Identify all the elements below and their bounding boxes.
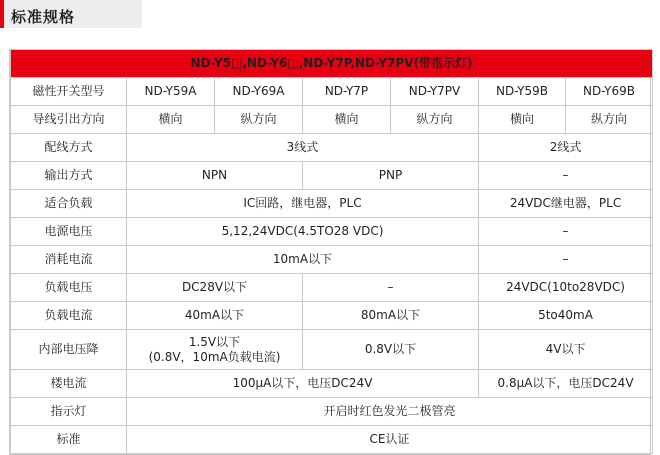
table-cell: PNP bbox=[303, 162, 479, 190]
row-label: 楼电流 bbox=[11, 370, 127, 398]
table-row bbox=[11, 330, 653, 370]
table-cell: 100μA以下，电压DC24V bbox=[127, 370, 479, 398]
table-row bbox=[11, 426, 653, 454]
table-cell: 5to40mA bbox=[479, 302, 653, 330]
table-row bbox=[11, 162, 653, 190]
table-cell: ND-Y69A bbox=[215, 78, 303, 106]
table-cell: DC28V以下 bbox=[127, 274, 303, 302]
table-row bbox=[11, 274, 653, 302]
table-cell: – bbox=[479, 246, 653, 274]
table-row bbox=[11, 370, 653, 398]
row-label: 输出方式 bbox=[11, 162, 127, 190]
table-cell: – bbox=[479, 218, 653, 246]
table-cell: 24VDC继电器，PLC bbox=[479, 190, 653, 218]
table-cell: 横向 bbox=[303, 106, 391, 134]
table-cell: 纵方向 bbox=[566, 106, 653, 134]
table-cell: 10mA以下 bbox=[127, 246, 479, 274]
spec-table bbox=[10, 49, 653, 454]
table-cell: 5,12,24VDC(4.5TO28 VDC) bbox=[127, 218, 479, 246]
table-cell: – bbox=[479, 162, 653, 190]
table-cell: 4V以下 bbox=[479, 330, 653, 370]
row-label: 导线引出方向 bbox=[11, 106, 127, 134]
table-cell: 40mA以下 bbox=[127, 302, 303, 330]
spec-table-wrapper bbox=[9, 49, 651, 455]
table-cell: 2线式 bbox=[479, 134, 653, 162]
table-row bbox=[11, 218, 653, 246]
table-cell: IC回路，继电器，PLC bbox=[127, 190, 479, 218]
page-heading bbox=[0, 0, 142, 28]
table-cell: ND-Y7PV bbox=[391, 78, 479, 106]
row-label: 电源电压 bbox=[11, 218, 127, 246]
table-cell: 0.8μA以下，电压DC24V bbox=[479, 370, 653, 398]
row-label: 指示灯 bbox=[11, 398, 127, 426]
table-cell: 24VDC(10to28VDC) bbox=[479, 274, 653, 302]
table-cell: 3线式 bbox=[127, 134, 479, 162]
table-cell: 纵方向 bbox=[391, 106, 479, 134]
row-label: 负载电流 bbox=[11, 302, 127, 330]
page-title: 标准规格 bbox=[11, 8, 76, 26]
row-label: 标准 bbox=[11, 426, 127, 454]
table-row bbox=[11, 134, 653, 162]
row-label: 磁性开关型号 bbox=[11, 78, 127, 106]
table-row-title bbox=[11, 50, 653, 78]
table-cell: 80mA以下 bbox=[303, 302, 479, 330]
row-label: 内部电压降 bbox=[11, 330, 127, 370]
table-cell: NPN bbox=[127, 162, 303, 190]
table-cell: CE认证 bbox=[127, 426, 653, 454]
table-row bbox=[11, 106, 653, 134]
heading-accent-bar bbox=[0, 0, 4, 28]
row-label: 适合负载 bbox=[11, 190, 127, 218]
table-cell: ND-Y69B bbox=[566, 78, 653, 106]
table-cell: ND-Y59B bbox=[479, 78, 566, 106]
table-row bbox=[11, 302, 653, 330]
table-cell: ND-Y59A bbox=[127, 78, 215, 106]
table-cell: 1.5V以下 (0.8V，10mA负载电流) bbox=[127, 330, 303, 370]
table-row bbox=[11, 398, 653, 426]
table-cell: 0.8V以下 bbox=[303, 330, 479, 370]
table-cell: 横向 bbox=[479, 106, 566, 134]
table-cell: ND-Y7P bbox=[303, 78, 391, 106]
table-cell: 开启时红色发光二极管亮 bbox=[127, 398, 653, 426]
row-label: 消耗电流 bbox=[11, 246, 127, 274]
row-label: 配线方式 bbox=[11, 134, 127, 162]
table-row bbox=[11, 78, 653, 106]
table-cell: 横向 bbox=[127, 106, 215, 134]
table-cell: – bbox=[303, 274, 479, 302]
table-title: ND-Y5□,ND-Y6□,ND-Y7P,ND-Y7PV(带指示灯) bbox=[11, 50, 653, 78]
row-label: 负载电压 bbox=[11, 274, 127, 302]
table-cell: 纵方向 bbox=[215, 106, 303, 134]
table-row bbox=[11, 190, 653, 218]
table-row bbox=[11, 246, 653, 274]
